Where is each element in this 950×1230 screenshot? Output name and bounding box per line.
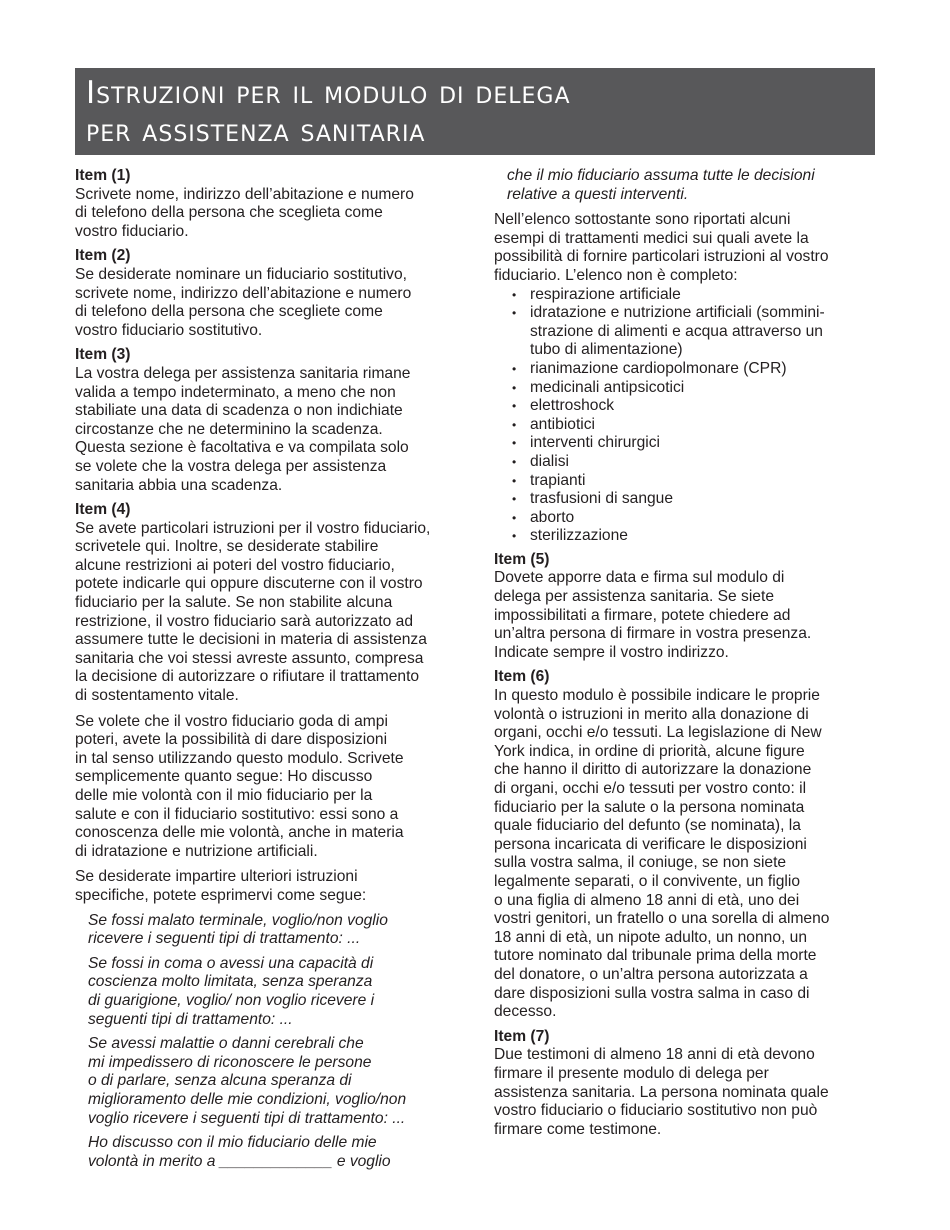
list-item: • aborto [512, 509, 877, 528]
title-banner [75, 68, 875, 155]
list-item: • idratazione e nutrizione artificiali (sommini- strazione di alimenti e acqua attraverso un tubo di alimentazione) [512, 304, 877, 360]
list-item: • medicinali antipsicotici [512, 379, 877, 398]
right-column [494, 167, 877, 1139]
item-2-text: Se desiderate nominare un fiduciario sostitutivo, scrivete nome, indirizzo dell’abitazione e numero di telefono della persona che scegliete come vostro fiduciario sostitutivo. [75, 265, 412, 339]
item-5-heading: Item (5) [494, 550, 550, 568]
item-7-heading: Item (7) [494, 1027, 550, 1045]
treatments-list [494, 286, 877, 546]
list-item: • respirazione artificiale [512, 286, 877, 305]
item-3-text: La vostra delega per assistenza sanitaria rimane valida a tempo indeterminato, a meno che non stabiliate una data di scadenza o non indichiate circostanze che ne determinino la scadenza. Questa sezione è facoltativa e va compilata solo se volete che la vostra delega per assistenza sanitaria abbia una scadenza. [75, 364, 411, 494]
list-item: • antibiotici [512, 416, 877, 435]
example-instruction-1: Se fossi malato terminale, voglio/non voglio ricevere i seguenti tipi di trattamento: ... [88, 911, 388, 948]
item-1-heading: Item (1) [75, 167, 131, 184]
example-instruction-2: Se fossi in coma o avessi una capacità di coscienza molto limitata, senza speranza di guarigione, voglio/ non voglio ricevere i seguenti tipi di trattamento: ... [88, 954, 375, 1028]
example-instruction-4: Ho discusso con il mio fiduciario delle mie volontà in merito a _____________ e voglio [88, 1134, 391, 1170]
item-6-heading: Item (6) [494, 668, 550, 686]
item-4-text: Se avete particolari istruzioni per il vostro fiduciario, scrivetele qui. Inoltre, se desiderate stabilire alcune restrizioni ai poteri del vostro fiduciario, potete indicarle qui oppure discuterne con il vostro fiduciario per la salute. Se non stabilite alcuna restrizione, il vostro fiduciario sarà autorizzato ad assumere tutte le decisioni in materia di assistenza sanitaria che voi stessi avreste assunto, compresa la decisione di autorizzare o rifiutare il trattamento di sostentamento vitale. [75, 519, 431, 705]
page-title-line-1: Istruzioni per il modulo di delega [86, 75, 571, 111]
list-item: • elettroshock [512, 397, 877, 416]
list-item: • trapianti [512, 472, 877, 491]
item-2-heading: Item (2) [75, 247, 131, 265]
item-4-heading: Item (4) [75, 501, 131, 519]
treatments-intro: Nell’elenco sottostante sono riportati alcuni esempi di trattamenti medici sui quali avete la possibilità di fornire particolari istruzioni al vostro fiduciario. L’elenco non è completo: [494, 211, 829, 284]
item-6-text: In questo modulo è possibile indicare le proprie volontà o istruzioni in merito alla donazione di organi, occhi e/o tessuti. La legislazione di New York indica, in ordine di priorità, alcune figure che hanno il diritto di autorizzare la donazione di organi, occhi e/o tessuti per vostro conto: il fiduciario per la salute o la persona nominata quale fiduciario del defunto (se nominata), la persona incaricata di verificare le disposizioni sulla vostra salma, il coniuge, se non siete legalmente separati, o il convivente, un figlio o una figlia di almeno 18 anni di età, uno dei vostri genitori, un fratello o una sorella di almeno 18 anni di età, un nipote adulto, un nonno, un tutore nominato dal tribunale prima della morte del donatore, o un’altra persona autorizzata a dare disposizioni sulla vostra salma in caso di decesso. [494, 687, 830, 1021]
list-item: • sterilizzazione [512, 527, 877, 546]
example-instruction-4-continued: che il mio fiduciario assuma tutte le decisioni relative a questi interventi. [507, 167, 815, 203]
list-item: • trasfusioni di sangue [512, 490, 877, 509]
item-4-paragraph-2: Se volete che il vostro fiduciario goda di ampi poteri, avete la possibilità di dare disposizioni in tal senso utilizzando questo modulo. Scrivete semplicemente quanto segue: Ho discusso delle mie volontà con il mio fiduciario per la salute e con il fiduciario sostitutivo: essi sono a conoscenza delle mie volontà, anche in materia di idratazione e nutrizione artificiali. [75, 712, 404, 860]
list-item: • rianimazione cardiopolmonare (CPR) [512, 360, 877, 379]
list-item: • interventi chirurgici [512, 434, 877, 453]
item-7-text: Due testimoni di almeno 18 anni di età devono firmare il presente modulo di delega per assistenza sanitaria. La persona nominata quale vostro fiduciario o fiduciario sostitutivo non può firmare come testimone. [494, 1046, 829, 1138]
example-instruction-3: Se avessi malattie o danni cerebrali che mi impedissero di riconoscere le persone o di parlare, senza alcuna speranza di miglioramento delle mie condizioni, voglio/non voglio ricevere i seguenti tipi di trattamento: ... [88, 1035, 407, 1127]
item-1-text: Scrivete nome, indirizzo dell’abitazione e numero di telefono della persona che sceglieta come vostro fiduciario. [75, 185, 414, 240]
list-item: • dialisi [512, 453, 877, 472]
item-4-paragraph-3: Se desiderate impartire ulteriori istruzioni specifiche, potete esprimervi come segue: [75, 868, 367, 904]
left-column [75, 167, 460, 1177]
page-title-line-2: per assistenza sanitaria [86, 113, 426, 149]
item-3-heading: Item (3) [75, 346, 131, 364]
item-5-text: Dovete apporre data e firma sul modulo di delega per assistenza sanitaria. Se siete impossibilitati a firmare, potete chiedere ad un’altra persona di firmare in vostra presenza. Indicate sempre il vostro indirizzo. [494, 569, 812, 661]
